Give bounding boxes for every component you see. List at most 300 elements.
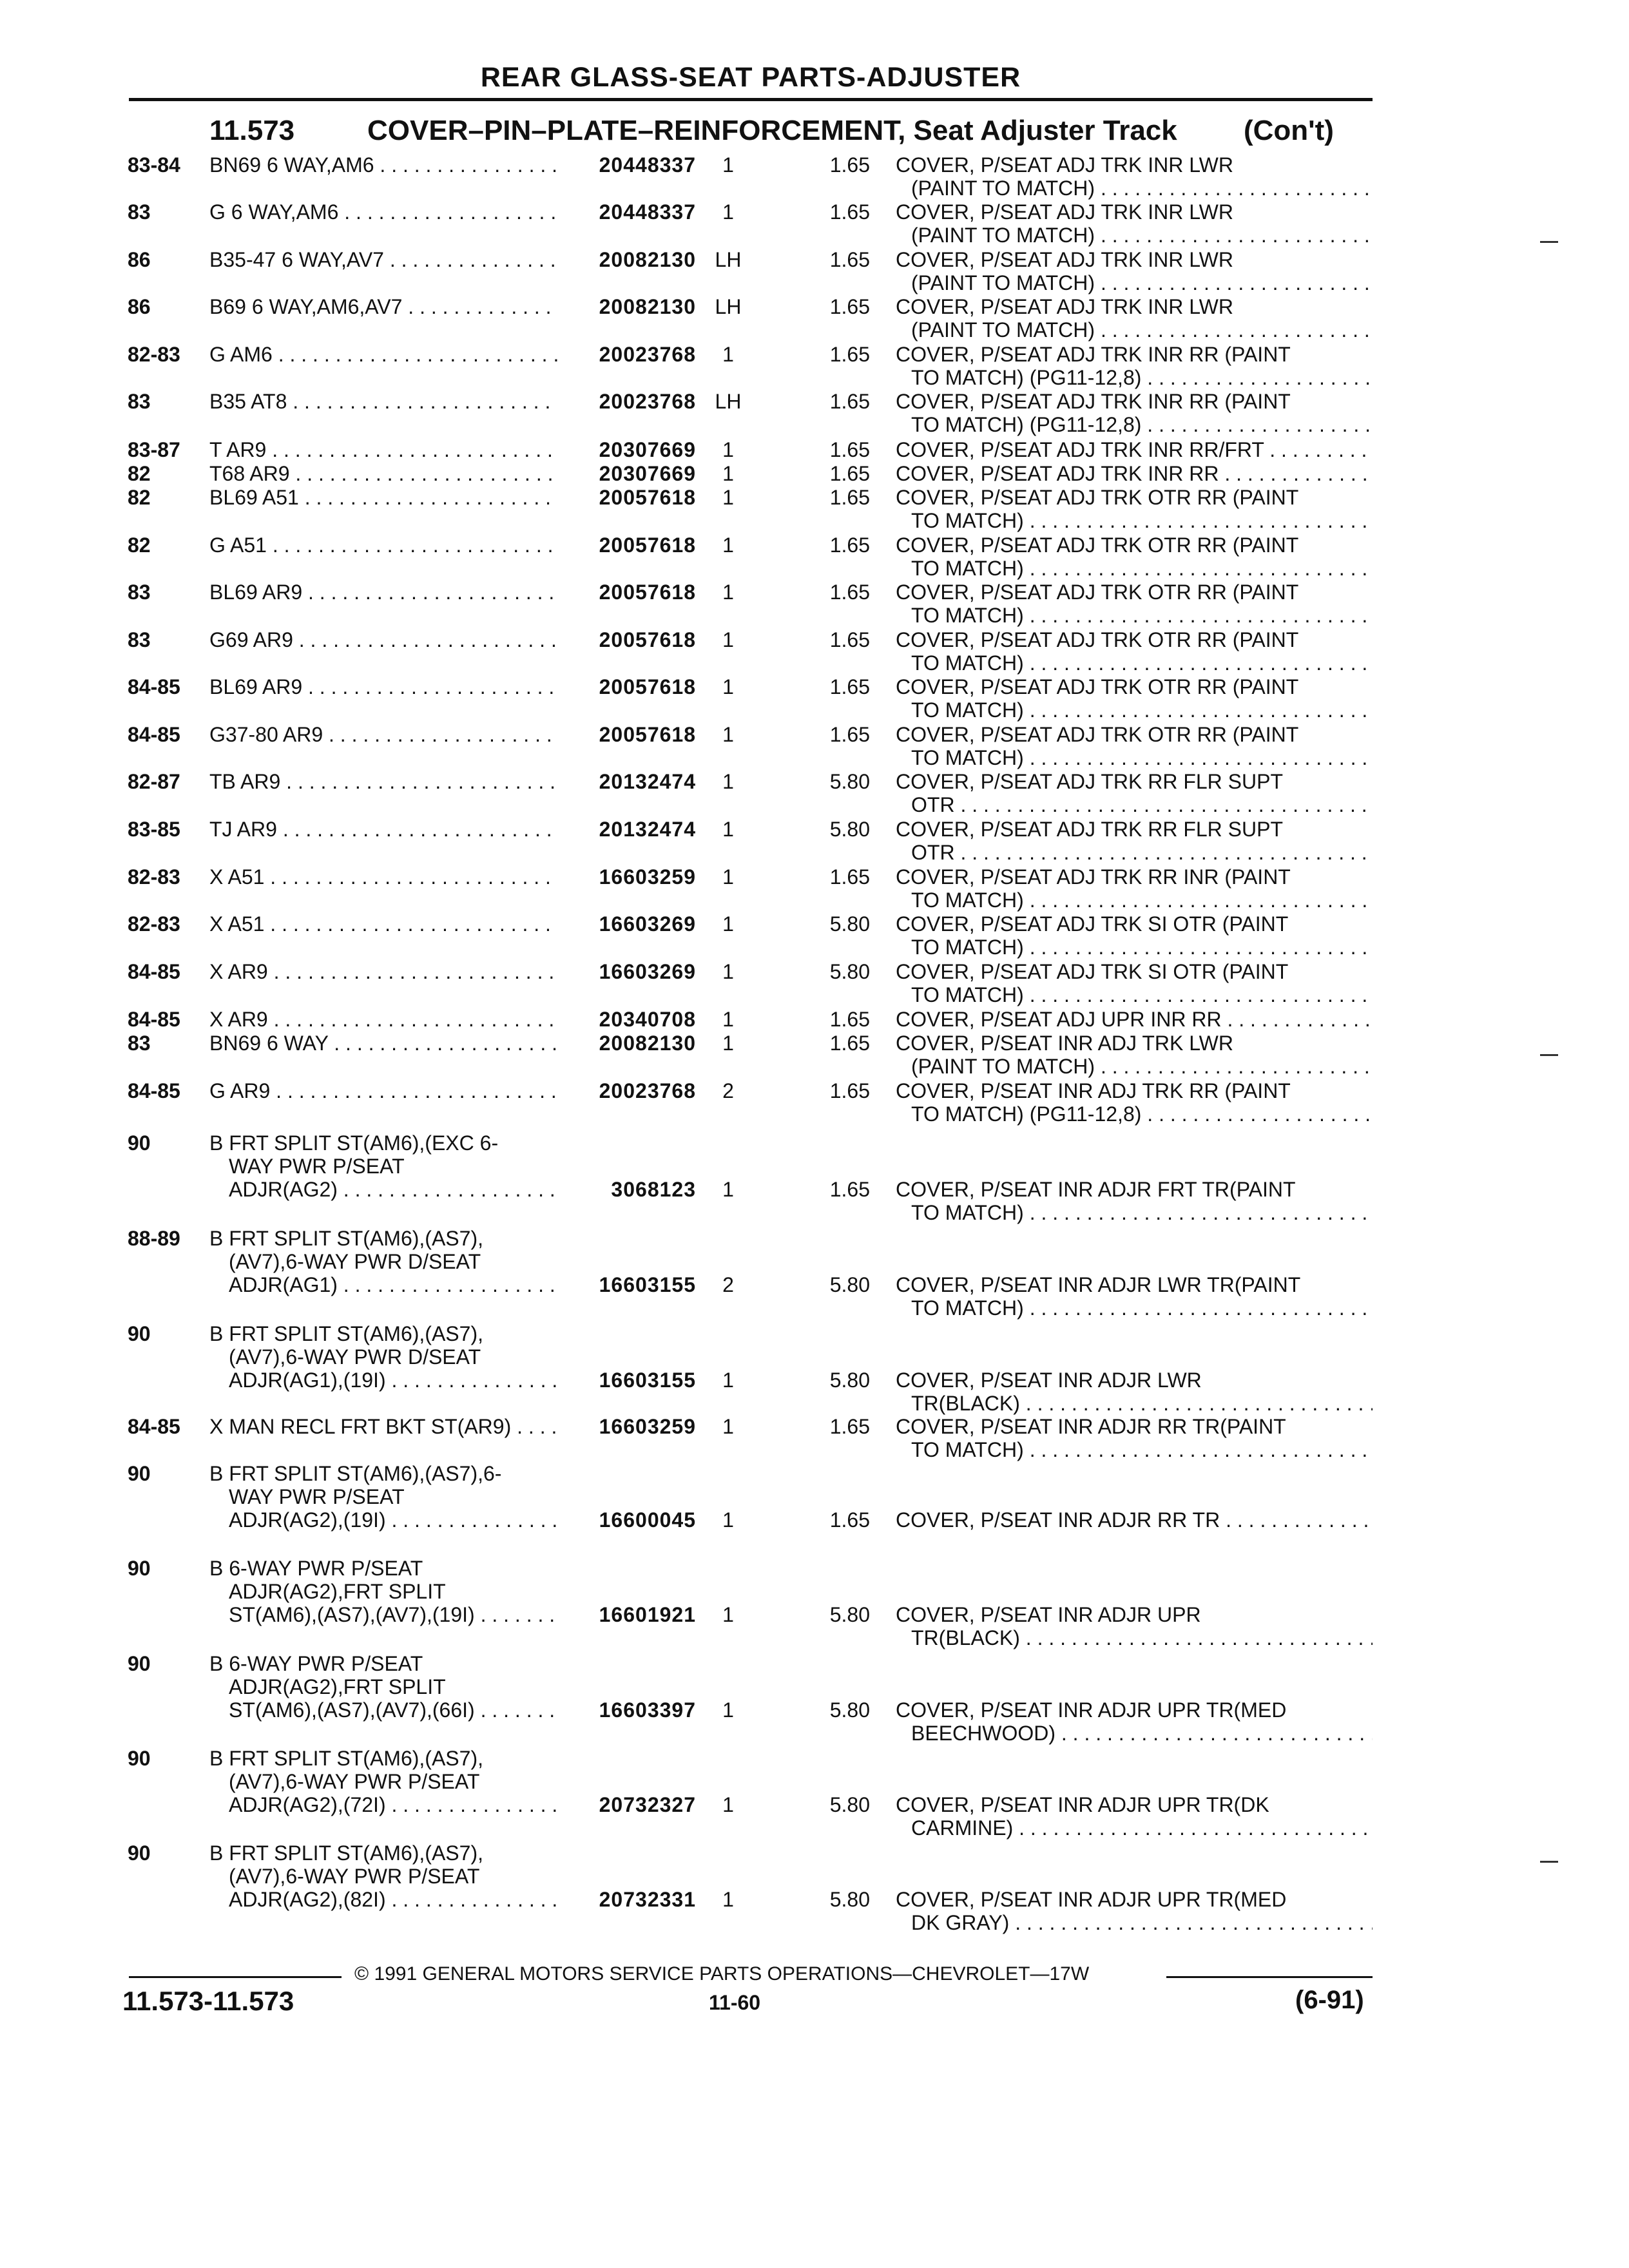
footer-page-number: 11-60 <box>709 1991 761 2014</box>
model-cell <box>209 1841 557 1911</box>
part-number-cell: 16603397 <box>599 1698 696 1722</box>
model-line: B FRT SPLIT ST(AM6),(AS7), <box>209 1322 483 1345</box>
year-cell: 84-85 <box>128 675 180 698</box>
quantity-cell: 1 <box>722 1415 734 1438</box>
model-line: ADJR(AG2),(72I) . . . <box>209 1793 557 1816</box>
description-cell <box>896 628 1373 675</box>
description-cell <box>896 153 1373 200</box>
price-cell: 1.65 <box>829 1032 870 1055</box>
model-line: ST(AM6),(AS7),(AV7),(19I) . . . <box>209 1603 557 1626</box>
model-line: BL69 AR9 . . . <box>209 581 557 604</box>
description-line: COVER, P/SEAT INR ADJR LWR <box>896 1369 1202 1392</box>
model-line: B FRT SPLIT ST(AM6),(AS7),6- <box>209 1462 502 1485</box>
model-cell <box>209 1462 557 1532</box>
model-line: T AR9 . . . <box>209 438 557 461</box>
price-cell: 5.80 <box>829 770 870 793</box>
part-number-cell: 20732331 <box>599 1888 696 1911</box>
description-line: COVER, P/SEAT ADJ TRK OTR RR (PAINT <box>896 675 1299 698</box>
model-line: G AR9 . . . <box>209 1079 557 1102</box>
model-cell <box>209 723 557 746</box>
quantity-cell: 1 <box>722 1888 734 1911</box>
description-line: COVER, P/SEAT ADJ TRK INR LWR <box>896 295 1233 318</box>
model-cell <box>209 248 557 271</box>
quantity-cell: 1 <box>722 1603 734 1626</box>
model-line: (AV7),6-WAY PWR P/SEAT <box>229 1865 480 1888</box>
model-cell <box>209 295 557 318</box>
model-line: B 6-WAY PWR P/SEAT <box>209 1652 423 1675</box>
part-number-cell: 20307669 <box>599 462 696 485</box>
description-line: COVER, P/SEAT ADJ TRK INR RR (PAINT <box>896 343 1291 366</box>
quantity-cell: 1 <box>722 533 734 557</box>
quantity-cell: 1 <box>722 865 734 889</box>
description-line: TO MATCH) . . . <box>896 889 1373 912</box>
part-number-cell: 20448337 <box>599 200 696 224</box>
description-line: COVER, P/SEAT ADJ TRK INR LWR <box>896 200 1233 224</box>
description-cell <box>896 462 1373 485</box>
model-cell <box>209 1227 557 1296</box>
quantity-cell: LH <box>715 390 742 413</box>
part-number-cell: 20057618 <box>599 628 696 651</box>
description-line: OTR . . . <box>896 793 1373 816</box>
quantity-cell: 1 <box>722 770 734 793</box>
description-line: COVER, P/SEAT INR ADJR RR TR(PAINT <box>896 1415 1286 1438</box>
model-line: G69 AR9 . . . <box>209 628 557 651</box>
part-number-cell: 20082130 <box>599 295 696 318</box>
description-cell <box>896 1698 1373 1745</box>
quantity-cell: 1 <box>722 1178 734 1201</box>
description-line: COVER, P/SEAT ADJ UPR INR RR . . . <box>896 1008 1373 1031</box>
year-cell: 90 <box>128 1131 151 1155</box>
price-cell: 1.65 <box>829 628 870 651</box>
price-cell: 1.65 <box>829 1415 870 1438</box>
model-line: T68 AR9 . . . <box>209 462 557 485</box>
section-title: COVER–PIN–PLATE–REINFORCEMENT, Seat Adjuster Track <box>367 115 1177 146</box>
model-cell <box>209 1652 557 1722</box>
description-cell <box>896 818 1373 864</box>
year-cell: 82-87 <box>128 770 180 793</box>
price-cell: 1.65 <box>829 462 870 485</box>
footer-rule-right <box>1166 1976 1373 1978</box>
description-cell <box>896 1415 1373 1461</box>
description-cell <box>896 1008 1373 1031</box>
description-cell <box>896 390 1373 436</box>
part-number-cell: 20732327 <box>599 1793 696 1816</box>
description-cell <box>896 1369 1373 1415</box>
model-cell <box>209 818 557 841</box>
year-cell: 90 <box>128 1462 151 1485</box>
description-line: DK GRAY) . . . <box>896 1911 1373 1934</box>
year-cell: 82-83 <box>128 343 180 366</box>
part-number-cell: 20340708 <box>599 1008 696 1031</box>
description-line: COVER, P/SEAT INR ADJ TRK LWR <box>896 1032 1233 1055</box>
description-line: TO MATCH) . . . <box>896 651 1373 675</box>
model-line: (AV7),6-WAY PWR P/SEAT <box>229 1770 480 1793</box>
year-cell: 86 <box>128 248 151 271</box>
part-number-cell: 20057618 <box>599 486 696 509</box>
year-cell: 86 <box>128 295 151 318</box>
model-line: G AM6 . . . <box>209 343 557 366</box>
price-cell: 1.65 <box>829 1008 870 1031</box>
model-line: B35 AT8 . . . <box>209 390 557 413</box>
description-line: COVER, P/SEAT ADJ TRK OTR RR (PAINT <box>896 581 1299 604</box>
description-line: COVER, P/SEAT ADJ TRK INR RR/FRT . . . <box>896 438 1373 461</box>
description-cell <box>896 675 1373 722</box>
description-cell <box>896 486 1373 532</box>
quantity-cell: 1 <box>722 1369 734 1392</box>
price-cell: 1.65 <box>829 865 870 889</box>
description-line: TR(BLACK) . . . <box>896 1626 1373 1649</box>
description-line: TO MATCH) . . . <box>896 604 1373 627</box>
part-number-cell: 20057618 <box>599 723 696 746</box>
price-cell: 5.80 <box>829 1369 870 1392</box>
model-line: B FRT SPLIT ST(AM6),(AS7), <box>209 1841 483 1865</box>
year-cell: 83-87 <box>128 438 180 461</box>
quantity-cell: 2 <box>722 1079 734 1102</box>
description-line: TO MATCH) (PG11-12,8) . . . <box>896 1102 1373 1126</box>
model-line: X MAN RECL FRT BKT ST(AR9) . . . <box>209 1415 557 1438</box>
footer-date: (6-91) <box>1295 1986 1364 2014</box>
year-cell: 90 <box>128 1652 151 1675</box>
model-line: WAY PWR P/SEAT <box>229 1155 405 1178</box>
model-line: B69 6 WAY,AM6,AV7 . . . <box>209 295 557 318</box>
model-cell <box>209 1557 557 1626</box>
part-number-cell: 16603259 <box>599 865 696 889</box>
part-number-cell: 20132474 <box>599 770 696 793</box>
model-cell <box>209 1747 557 1816</box>
part-number-cell: 20448337 <box>599 153 696 177</box>
description-cell <box>896 723 1373 769</box>
page-title: REAR GLASS-SEAT PARTS-ADJUSTER <box>480 62 1021 93</box>
model-line: ADJR(AG1),(19I) . . . <box>209 1369 557 1392</box>
model-cell <box>209 1415 557 1438</box>
description-line: TO MATCH) . . . <box>896 1438 1373 1461</box>
price-cell: 5.80 <box>829 912 870 936</box>
quantity-cell: 1 <box>722 960 734 983</box>
section-number: 11.573 <box>209 115 295 146</box>
model-cell <box>209 462 557 485</box>
description-line: COVER, P/SEAT ADJ TRK RR INR (PAINT <box>896 865 1291 889</box>
quantity-cell: 1 <box>722 1008 734 1031</box>
description-cell <box>896 248 1373 294</box>
description-line: COVER, P/SEAT INR ADJR FRT TR(PAINT <box>896 1178 1296 1201</box>
description-line: TO MATCH) . . . <box>896 936 1373 959</box>
model-line: G 6 WAY,AM6 . . . <box>209 200 557 224</box>
part-number-cell: 16603269 <box>599 960 696 983</box>
description-cell <box>896 865 1373 912</box>
description-cell <box>896 1273 1373 1320</box>
model-line: X A51 . . . <box>209 912 557 936</box>
price-cell: 1.65 <box>829 1508 870 1532</box>
description-cell <box>896 343 1373 389</box>
year-cell: 84-85 <box>128 723 180 746</box>
year-cell: 82-83 <box>128 865 180 889</box>
description-line: TO MATCH) . . . <box>896 698 1373 722</box>
model-line: G A51 . . . <box>209 533 557 557</box>
price-cell: 1.65 <box>829 343 870 366</box>
description-line: TO MATCH) . . . <box>896 746 1373 769</box>
description-cell <box>896 1603 1373 1649</box>
quantity-cell: 1 <box>722 438 734 461</box>
year-cell: 84-85 <box>128 1415 180 1438</box>
description-cell <box>896 1793 1373 1840</box>
price-cell: 5.80 <box>829 1273 870 1296</box>
part-number-cell: 16601921 <box>599 1603 696 1626</box>
part-number-cell: 16600045 <box>599 1508 696 1532</box>
price-cell: 1.65 <box>829 533 870 557</box>
description-cell <box>896 1178 1373 1224</box>
price-cell: 1.65 <box>829 248 870 271</box>
description-line: COVER, P/SEAT ADJ TRK OTR RR (PAINT <box>896 723 1299 746</box>
price-cell: 5.80 <box>829 1603 870 1626</box>
description-cell <box>896 1888 1373 1934</box>
footer-copyright: © 1991 GENERAL MOTORS SERVICE PARTS OPERATIONS—CHEVROLET—17W <box>354 1963 1090 1984</box>
description-cell <box>896 1079 1373 1126</box>
description-cell <box>896 1508 1373 1532</box>
model-line: X AR9 . . . <box>209 1008 557 1031</box>
year-cell: 83-84 <box>128 153 180 177</box>
description-line: TO MATCH) (PG11-12,8) . . . <box>896 413 1373 436</box>
year-cell: 82 <box>128 486 151 509</box>
price-cell: 1.65 <box>829 295 870 318</box>
model-cell <box>209 1079 557 1102</box>
model-line: ADJR(AG2) . . . <box>209 1178 557 1201</box>
price-cell: 5.80 <box>829 960 870 983</box>
model-cell <box>209 390 557 413</box>
quantity-cell: LH <box>715 295 742 318</box>
part-number-cell: 20023768 <box>599 1079 696 1102</box>
quantity-cell: 1 <box>722 343 734 366</box>
model-cell <box>209 581 557 604</box>
model-cell <box>209 770 557 793</box>
description-line: TO MATCH) . . . <box>896 983 1373 1006</box>
description-line: COVER, P/SEAT INR ADJR UPR TR(MED <box>896 1888 1287 1911</box>
price-cell: 5.80 <box>829 818 870 841</box>
price-cell: 1.65 <box>829 153 870 177</box>
description-cell <box>896 1032 1373 1078</box>
footer-rule-left <box>129 1976 342 1978</box>
year-cell: 90 <box>128 1841 151 1865</box>
year-cell: 84-85 <box>128 1079 180 1102</box>
model-line: BN69 6 WAY . . . <box>209 1032 557 1055</box>
part-number-cell: 20057618 <box>599 533 696 557</box>
quantity-cell: 1 <box>722 675 734 698</box>
quantity-cell: 1 <box>722 1793 734 1816</box>
description-cell <box>896 295 1373 341</box>
description-cell <box>896 770 1373 816</box>
description-line: COVER, P/SEAT ADJ TRK RR FLR SUPT <box>896 818 1284 841</box>
description-line: (PAINT TO MATCH) . . . <box>896 177 1373 200</box>
quantity-cell: 1 <box>722 200 734 224</box>
quantity-cell: 1 <box>722 628 734 651</box>
description-line: TO MATCH) . . . <box>896 1296 1373 1320</box>
quantity-cell: 1 <box>722 912 734 936</box>
model-line: X AR9 . . . <box>209 960 557 983</box>
part-number-cell: 16603155 <box>599 1273 696 1296</box>
model-cell <box>209 343 557 366</box>
year-cell: 83 <box>128 200 151 224</box>
footer-copyright-line <box>129 1963 1373 1985</box>
model-line: ADJR(AG2),FRT SPLIT <box>229 1675 446 1698</box>
description-line: COVER, P/SEAT INR ADJ TRK RR (PAINT <box>896 1079 1291 1102</box>
model-cell <box>209 912 557 936</box>
year-cell: 84-85 <box>128 1008 180 1031</box>
description-line: (PAINT TO MATCH) . . . <box>896 318 1373 341</box>
description-line: (PAINT TO MATCH) . . . <box>896 224 1373 247</box>
description-line: COVER, P/SEAT ADJ TRK RR FLR SUPT <box>896 770 1284 793</box>
quantity-cell: 1 <box>722 1032 734 1055</box>
model-line: ADJR(AG1) . . . <box>209 1273 557 1296</box>
price-cell: 1.65 <box>829 581 870 604</box>
model-cell <box>209 533 557 557</box>
description-line: COVER, P/SEAT ADJ TRK OTR RR (PAINT <box>896 533 1299 557</box>
description-cell <box>896 912 1373 959</box>
model-line: (AV7),6-WAY PWR D/SEAT <box>229 1250 481 1273</box>
year-cell: 84-85 <box>128 960 180 983</box>
year-cell: 83 <box>128 581 151 604</box>
model-cell <box>209 1322 557 1392</box>
model-cell <box>209 1131 557 1201</box>
model-line: ST(AM6),(AS7),(AV7),(66I) . . . <box>209 1698 557 1722</box>
description-line: COVER, P/SEAT INR ADJR UPR <box>896 1603 1201 1626</box>
quantity-cell: 1 <box>722 1508 734 1532</box>
model-line: X A51 . . . <box>209 865 557 889</box>
model-line: ADJR(AG2),(19I) . . . <box>209 1508 557 1532</box>
description-line: COVER, P/SEAT ADJ TRK OTR RR (PAINT <box>896 628 1299 651</box>
quantity-cell: 1 <box>722 723 734 746</box>
description-cell <box>896 960 1373 1006</box>
model-line: ADJR(AG2),FRT SPLIT <box>229 1580 446 1603</box>
margin-mark <box>1540 1861 1558 1863</box>
section-continued: (Con't) <box>1244 115 1334 146</box>
quantity-cell: 1 <box>722 462 734 485</box>
price-cell: 5.80 <box>829 1698 870 1722</box>
description-line: COVER, P/SEAT ADJ TRK OTR RR (PAINT <box>896 486 1299 509</box>
price-cell: 1.65 <box>829 675 870 698</box>
description-line: (PAINT TO MATCH) . . . <box>896 1055 1373 1078</box>
model-line: (AV7),6-WAY PWR D/SEAT <box>229 1345 481 1369</box>
model-line: B FRT SPLIT ST(AM6),(AS7), <box>209 1747 483 1770</box>
model-line: BL69 A51 . . . <box>209 486 557 509</box>
model-cell <box>209 153 557 177</box>
part-number-cell: 16603259 <box>599 1415 696 1438</box>
model-line: BN69 6 WAY,AM6 . . . <box>209 153 557 177</box>
model-cell <box>209 628 557 651</box>
description-cell <box>896 533 1373 580</box>
description-line: COVER, P/SEAT ADJ TRK INR LWR <box>896 248 1233 271</box>
model-line: G37-80 AR9 . . . <box>209 723 557 746</box>
year-cell: 90 <box>128 1322 151 1345</box>
margin-mark <box>1540 241 1558 243</box>
model-cell <box>209 438 557 461</box>
description-line: COVER, P/SEAT INR ADJR RR TR . . . <box>896 1508 1373 1532</box>
part-number-cell: 20023768 <box>599 343 696 366</box>
year-cell: 83 <box>128 1032 151 1055</box>
part-number-cell: 20057618 <box>599 675 696 698</box>
part-number-cell: 20057618 <box>599 581 696 604</box>
quantity-cell: 1 <box>722 1698 734 1722</box>
year-cell: 90 <box>128 1747 151 1770</box>
year-cell: 82 <box>128 533 151 557</box>
model-cell <box>209 486 557 509</box>
section-heading <box>209 115 1177 147</box>
description-line: COVER, P/SEAT ADJ TRK INR LWR <box>896 153 1233 177</box>
margin-mark <box>1540 1054 1558 1056</box>
model-cell <box>209 865 557 889</box>
price-cell: 1.65 <box>829 486 870 509</box>
model-line: B 6-WAY PWR P/SEAT <box>209 1557 423 1580</box>
model-cell <box>209 200 557 224</box>
description-line: TR(BLACK) . . . <box>896 1392 1373 1415</box>
description-line: OTR . . . <box>896 841 1373 864</box>
price-cell: 5.80 <box>829 1793 870 1816</box>
quantity-cell: 2 <box>722 1273 734 1296</box>
price-cell: 1.65 <box>829 200 870 224</box>
model-line: B35-47 6 WAY,AV7 . . . <box>209 248 557 271</box>
model-cell <box>209 960 557 983</box>
quantity-cell: 1 <box>722 581 734 604</box>
year-cell: 82 <box>128 462 151 485</box>
price-cell: 5.80 <box>829 1888 870 1911</box>
model-line: TB AR9 . . . <box>209 770 557 793</box>
price-cell: 1.65 <box>829 723 870 746</box>
part-number-cell: 20082130 <box>599 1032 696 1055</box>
model-cell <box>209 675 557 698</box>
description-cell <box>896 581 1373 627</box>
model-cell <box>209 1032 557 1055</box>
header-rule <box>129 98 1373 101</box>
year-cell: 88-89 <box>128 1227 180 1250</box>
description-cell <box>896 200 1373 247</box>
model-line: TJ AR9 . . . <box>209 818 557 841</box>
price-cell: 1.65 <box>829 438 870 461</box>
description-line: COVER, P/SEAT INR ADJR UPR TR(MED <box>896 1698 1287 1722</box>
model-line: B FRT SPLIT ST(AM6),(EXC 6- <box>209 1131 499 1155</box>
model-line: BL69 AR9 . . . <box>209 675 557 698</box>
quantity-cell: LH <box>715 248 742 271</box>
quantity-cell: 1 <box>722 153 734 177</box>
price-cell: 1.65 <box>829 1079 870 1102</box>
description-line: TO MATCH) . . . <box>896 557 1373 580</box>
model-line: ADJR(AG2),(82I) . . . <box>209 1888 557 1911</box>
footer-index: 11.573-11.573 <box>122 1986 294 2016</box>
description-line: BEECHWOOD) . . . <box>896 1722 1373 1745</box>
description-line: TO MATCH) (PG11-12,8) . . . <box>896 366 1373 389</box>
quantity-cell: 1 <box>722 486 734 509</box>
part-number-cell: 20132474 <box>599 818 696 841</box>
description-line: (PAINT TO MATCH) . . . <box>896 271 1373 294</box>
description-line: COVER, P/SEAT ADJ TRK SI OTR (PAINT <box>896 960 1289 983</box>
part-number-cell: 16603269 <box>599 912 696 936</box>
price-cell: 1.65 <box>829 1178 870 1201</box>
description-line: CARMINE) . . . <box>896 1816 1373 1840</box>
description-line: COVER, P/SEAT ADJ TRK INR RR (PAINT <box>896 390 1291 413</box>
description-line: TO MATCH) . . . <box>896 1201 1373 1224</box>
part-number-cell: 20082130 <box>599 248 696 271</box>
description-line: TO MATCH) . . . <box>896 509 1373 532</box>
quantity-cell: 1 <box>722 818 734 841</box>
model-cell <box>209 1008 557 1031</box>
year-cell: 83 <box>128 628 151 651</box>
year-cell: 90 <box>128 1557 151 1580</box>
model-line: WAY PWR P/SEAT <box>229 1485 405 1508</box>
part-number-cell: 20307669 <box>599 438 696 461</box>
year-cell: 83-85 <box>128 818 180 841</box>
model-line: B FRT SPLIT ST(AM6),(AS7), <box>209 1227 483 1250</box>
year-cell: 82-83 <box>128 912 180 936</box>
part-number-cell: 3068123 <box>611 1178 696 1201</box>
part-number-cell: 16603155 <box>599 1369 696 1392</box>
description-cell <box>896 438 1373 461</box>
